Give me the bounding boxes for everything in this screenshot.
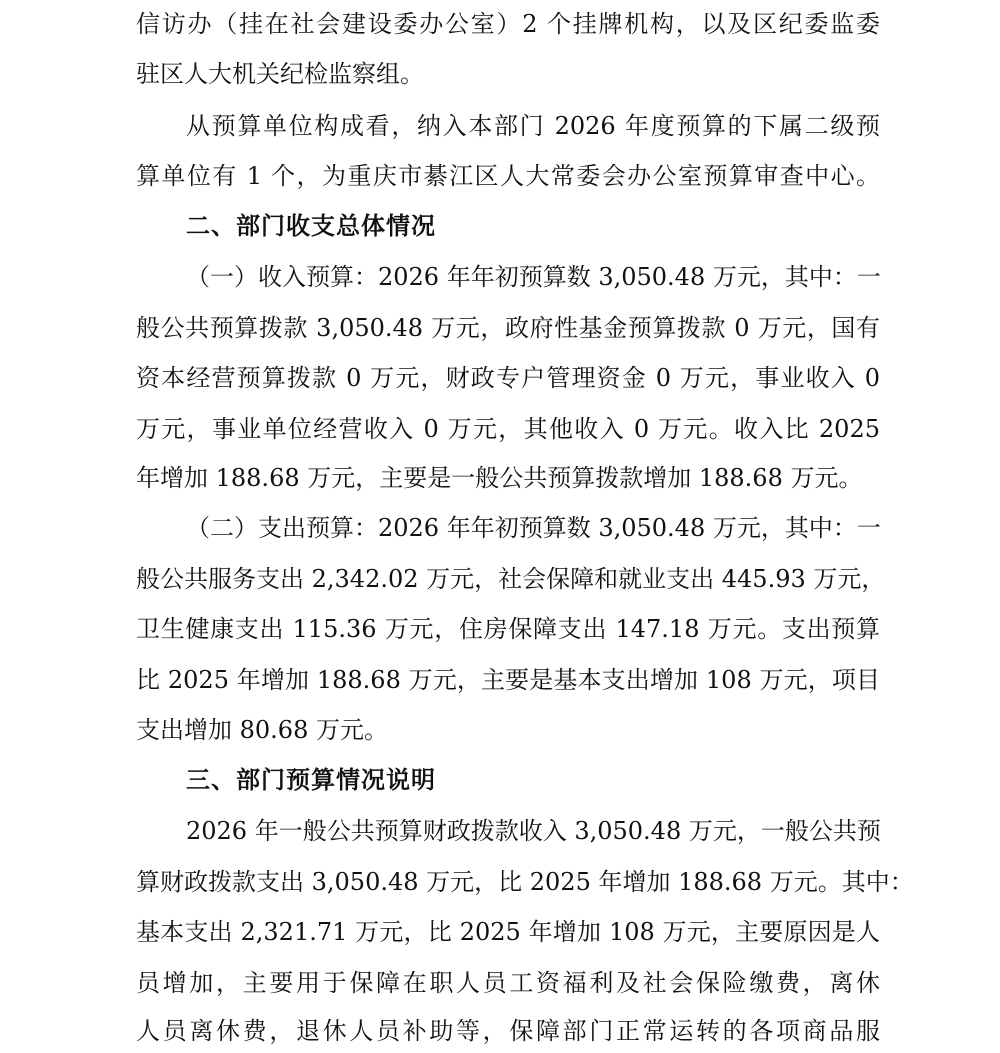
body-text-line: 支出增加 80.68 万元。 [136,716,388,744]
body-text-line: 算单位有 1 个，为重庆市綦江区人大常委会办公室预算审查中心。 [136,162,880,190]
section-heading-2: 二、部门收支总体情况 [186,212,436,240]
body-text-line: 卫生健康支出 115.36 万元，住房保障支出 147.18 万元。支出预算 [136,615,880,643]
body-text-line: 般公共预算拨款 3,050.48 万元，政府性基金预算拨款 0 万元，国有 [136,314,880,342]
body-text-line: 算财政拨款支出 3,050.48 万元，比 2025 年增加 188.68 万元。其中： [136,868,914,896]
body-text-line: 般公共服务支出 2,342.02 万元，社会保障和就业支出 445.93 万元， [136,565,886,593]
body-text-line: 2026 年一般公共预算财政拨款收入 3,050.48 万元，一般公共预 [186,817,881,845]
body-text-line: 年增加 188.68 万元，主要是一般公共预算拨款增加 188.68 万元。 [136,464,863,492]
body-text-line: 基本支出 2,321.71 万元，比 2025 年增加 108 万元，主要原因是人 [136,918,880,946]
body-text-line: 万元，事业单位经营收入 0 万元，其他收入 0 万元。收入比 2025 [136,415,880,443]
body-text-line: 从预算单位构成看，纳入本部门 2026 年度预算的下属二级预 [186,112,880,140]
section-heading-3: 三、部门预算情况说明 [186,766,436,794]
body-text-line: 员增加，主要用于保障在职人员工资福利及社会保险缴费，离休 [136,969,880,997]
body-text-line: 驻区人大机关纪检监察组。 [136,60,424,88]
body-text-line: 比 2025 年增加 188.68 万元，主要是基本支出增加 108 万元，项目 [136,666,880,694]
body-text-line: 资本经营预算拨款 0 万元，财政专户管理资金 0 万元，事业收入 0 [136,364,880,392]
body-text-line: 信访办（挂在社会建设委办公室）2 个挂牌机构，以及区纪委监委 [136,10,880,38]
body-text-line: （一）收入预算：2026 年年初预算数 3,050.48 万元，其中：一 [186,263,881,291]
body-text-line: （二）支出预算：2026 年年初预算数 3,050.48 万元，其中：一 [186,514,881,542]
body-text-line: 人员离休费，退休人员补助等，保障部门正常运转的各项商品服 [136,1017,880,1045]
